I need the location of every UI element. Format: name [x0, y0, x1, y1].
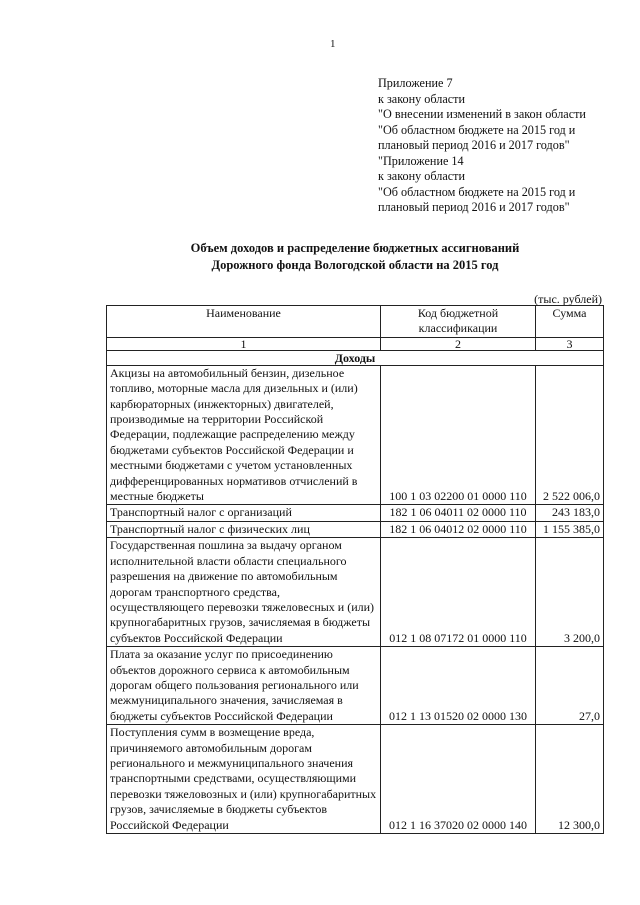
table-row [107, 647, 604, 725]
row-name: Плата за оказание услуг по присоединению объектов дорожного сервиса к автомобильным дорогам общего пользования регионального или межмуниципального значения, зачисляемая в бюджеты субъектов Российской Федерации [107, 647, 381, 725]
row-amount: 3 200,0 [536, 538, 604, 647]
row-code: 100 1 03 02200 01 0000 110 [381, 365, 536, 505]
column-number: 1 [107, 337, 381, 350]
title-line: Дорожного фонда Вологодской области на 2015 год [211, 258, 499, 272]
units-label: (тыс. рублей) [534, 292, 602, 306]
budget-table [106, 305, 604, 834]
row-amount: 2 522 006,0 [536, 365, 604, 505]
appendix-block [378, 76, 618, 216]
row-name: Государственная пошлина за выдачу органом исполнительной власти области специального разрешения на движение по автомобильным дорогам транспортного средства, осуществляющего перевозки тяжеловесных и (или) крупногабаритных грузов, зачисляемая в бюджеты субъектов Российской Федерации [107, 538, 381, 647]
table-row [107, 365, 604, 505]
header-amount: Сумма [536, 306, 604, 338]
appendix-line: "Приложение 14 [378, 153, 464, 168]
page-number: 1 [330, 38, 336, 50]
section-title: Доходы [107, 350, 604, 365]
column-number-row [107, 337, 604, 350]
header-name: Наименование [107, 306, 381, 338]
appendix-line: к закону области [378, 91, 465, 106]
header-code: Код бюджетной классификации [381, 306, 536, 338]
document-title [100, 240, 610, 274]
row-amount: 243 183,0 [536, 505, 604, 521]
row-code: 182 1 06 04011 02 0000 110 [381, 505, 536, 521]
column-number: 2 [381, 337, 536, 350]
row-amount: 12 300,0 [536, 725, 604, 834]
row-code: 012 1 08 07172 01 0000 110 [381, 538, 536, 647]
row-code: 182 1 06 04012 02 0000 110 [381, 521, 536, 537]
appendix-line: к закону области [378, 169, 465, 183]
row-name: Транспортный налог с организаций [107, 505, 381, 521]
header-row [107, 306, 604, 338]
table-row [107, 505, 604, 521]
table-row [107, 538, 604, 647]
appendix-line: плановый период 2016 и 2017 годов" [378, 200, 570, 214]
appendix-line: "Об областном бюджете на 2015 год и [378, 122, 576, 137]
row-name: Акцизы на автомобильный бензин, дизельное топливо, моторные масла для дизельных и (или) карбюраторных (инжекторных) двигателей, производимые на территории Российской Федерации, подлежащие распределению между бюджетами субъектов Российской Федерации и местными бюджетами с учетом установленных дифференцированных нормативов отчислений в местные бюджеты [107, 365, 381, 505]
row-name: Транспортный налог с физических лиц [107, 521, 381, 537]
section-row [107, 350, 604, 365]
appendix-line: Приложение 7 [378, 76, 453, 90]
row-code: 012 1 16 37020 02 0000 140 [381, 725, 536, 834]
column-number: 3 [536, 337, 604, 350]
table-row [107, 725, 604, 834]
title-line: Объем доходов и распределение бюджетных ассигнований [190, 241, 520, 255]
appendix-line: "О внесении изменений в закон области [378, 107, 586, 121]
table-row [107, 521, 604, 537]
row-amount: 27,0 [536, 647, 604, 725]
row-code: 012 1 13 01520 02 0000 130 [381, 647, 536, 725]
row-name: Поступления сумм в возмещение вреда, причиняемого автомобильным дорогам регионального и межмуниципального значения транспортными средствами, осуществляющими перевозки тяжеловозных и (или) крупногабаритных грузов, зачисляемые в бюджеты субъектов Российской Федерации [107, 725, 381, 834]
appendix-line: плановый период 2016 и 2017 годов" [378, 138, 570, 152]
row-amount: 1 155 385,0 [536, 521, 604, 537]
appendix-line: "Об областном бюджете на 2015 год и [378, 184, 576, 199]
